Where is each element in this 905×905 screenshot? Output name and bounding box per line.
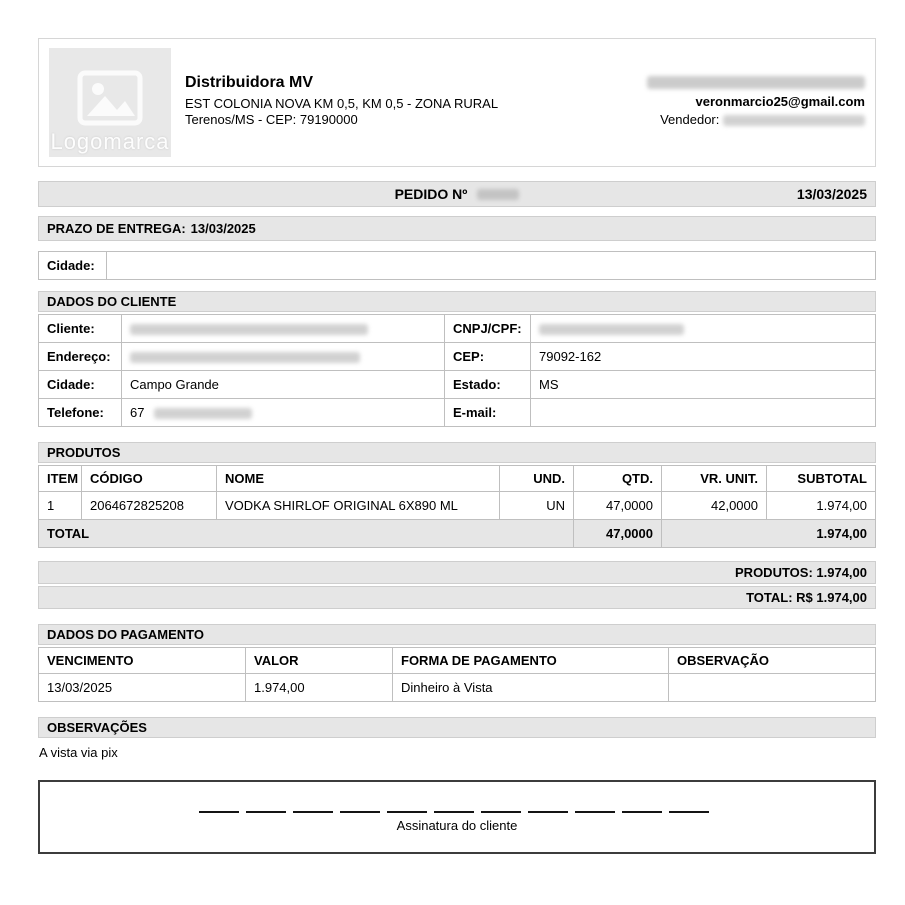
company-email: veronmarcio25@gmail.com (695, 94, 865, 110)
col-header-codigo: CÓDIGO (82, 466, 217, 492)
total-subtotal: 1.974,00 (662, 520, 876, 548)
client-label: Cliente: (39, 315, 122, 343)
phone-prefix: 67 (130, 405, 145, 420)
payment-header-row (39, 648, 876, 674)
city-row (38, 251, 876, 280)
payment-vencimento: 13/03/2025 (39, 674, 246, 702)
email-label: E-mail: (445, 399, 531, 427)
table-row (39, 343, 876, 371)
vendor-label: Vendedor: (660, 112, 720, 128)
products-header-row (39, 466, 876, 492)
delivery-date: 13/03/2025 (190, 221, 256, 236)
table-row (39, 315, 876, 343)
city-value (107, 252, 876, 280)
redacted-client-name (130, 324, 368, 335)
payment-table (38, 647, 876, 702)
email-value (531, 399, 876, 427)
redacted-phone (154, 408, 252, 419)
product-subtotal: 1.974,00 (767, 492, 876, 520)
payment-section-header: DADOS DO PAGAMENTO (38, 624, 876, 645)
col-header-und: UND. (500, 466, 574, 492)
city-label: Cidade: (39, 371, 122, 399)
cnpj-label: CNPJ/CPF: (445, 315, 531, 343)
observations-section-header: OBSERVAÇÕES (38, 717, 876, 738)
cnpj-value (531, 315, 876, 343)
logo-placeholder (49, 48, 171, 157)
payment-observacao (669, 674, 876, 702)
col-header-subtotal: SUBTOTAL (767, 466, 876, 492)
company-address-line2: Terenos/MS - CEP: 79190000 (185, 112, 358, 128)
product-nome: VODKA SHIRLOF ORIGINAL 6X890 ML (217, 492, 500, 520)
company-address-line1: EST COLONIA NOVA KM 0,5, KM 0,5 - ZONA RURAL (185, 96, 499, 111)
col-header-valor: VALOR (246, 648, 393, 674)
signature-box (38, 780, 876, 854)
product-item: 1 (39, 492, 82, 520)
total-label: TOTAL (39, 520, 574, 548)
company-name: Distribuidora MV (185, 74, 314, 91)
payment-valor: 1.974,00 (246, 674, 393, 702)
signature-label: Assinatura do cliente (396, 818, 518, 833)
summary-total-bar (38, 586, 876, 609)
phone-value (122, 399, 445, 427)
client-value (122, 315, 445, 343)
signature-line (199, 811, 715, 813)
city-label: Cidade: (39, 252, 107, 280)
image-icon (77, 70, 143, 126)
company-info (185, 48, 498, 157)
product-vr-unit: 42,0000 (662, 492, 767, 520)
observations-text: A vista via pix (39, 745, 118, 760)
city-value: Campo Grande (122, 371, 445, 399)
summary-products-text: PRODUTOS: 1.974,00 (735, 565, 867, 580)
cep-label: CEP: (445, 343, 531, 371)
products-section-header: PRODUTOS (38, 442, 876, 463)
col-header-vencimento: VENCIMENTO (39, 648, 246, 674)
products-table (38, 465, 876, 548)
cep-value: 79092-162 (531, 343, 876, 371)
redacted-address (130, 352, 360, 363)
product-qtd: 47,0000 (574, 492, 662, 520)
products-total-row (39, 520, 876, 548)
table-row (39, 399, 876, 427)
order-title: PEDIDO Nº (394, 186, 468, 202)
total-qtd: 47,0000 (574, 520, 662, 548)
table-row (39, 371, 876, 399)
address-value (122, 343, 445, 371)
address-label: Endereço: (39, 343, 122, 371)
state-value: MS (531, 371, 876, 399)
client-section-header: DADOS DO CLIENTE (38, 291, 876, 312)
col-header-vr-unit: VR. UNIT. (662, 466, 767, 492)
redacted-cnpj (539, 324, 684, 335)
phone-label: Telefone: (39, 399, 122, 427)
col-header-nome: NOME (217, 466, 500, 492)
vendor-line (647, 112, 865, 127)
document-header (38, 38, 876, 167)
order-number-bar (38, 181, 876, 207)
seller-info (647, 48, 865, 157)
delivery-label: PRAZO DE ENTREGA: (47, 221, 186, 236)
col-header-observacao: OBSERVAÇÃO (669, 648, 876, 674)
col-header-qtd: QTD. (574, 466, 662, 492)
table-row (39, 492, 876, 520)
summary-total-text: TOTAL: R$ 1.974,00 (746, 590, 867, 605)
col-header-item: ITEM (39, 466, 82, 492)
redacted-order-number (477, 189, 519, 200)
state-label: Estado: (445, 371, 531, 399)
redacted-seller-line (647, 74, 865, 89)
summary-products-bar (38, 561, 876, 584)
delivery-bar (38, 216, 876, 241)
order-date: 13/03/2025 (796, 186, 867, 202)
table-row (39, 674, 876, 702)
product-und: UN (500, 492, 574, 520)
col-header-forma: FORMA DE PAGAMENTO (393, 648, 669, 674)
product-codigo: 2064672825208 (82, 492, 217, 520)
payment-forma: Dinheiro à Vista (393, 674, 669, 702)
client-table (38, 314, 876, 427)
redacted-vendor-name (723, 115, 865, 126)
logo-text: Logomarca (50, 129, 170, 154)
